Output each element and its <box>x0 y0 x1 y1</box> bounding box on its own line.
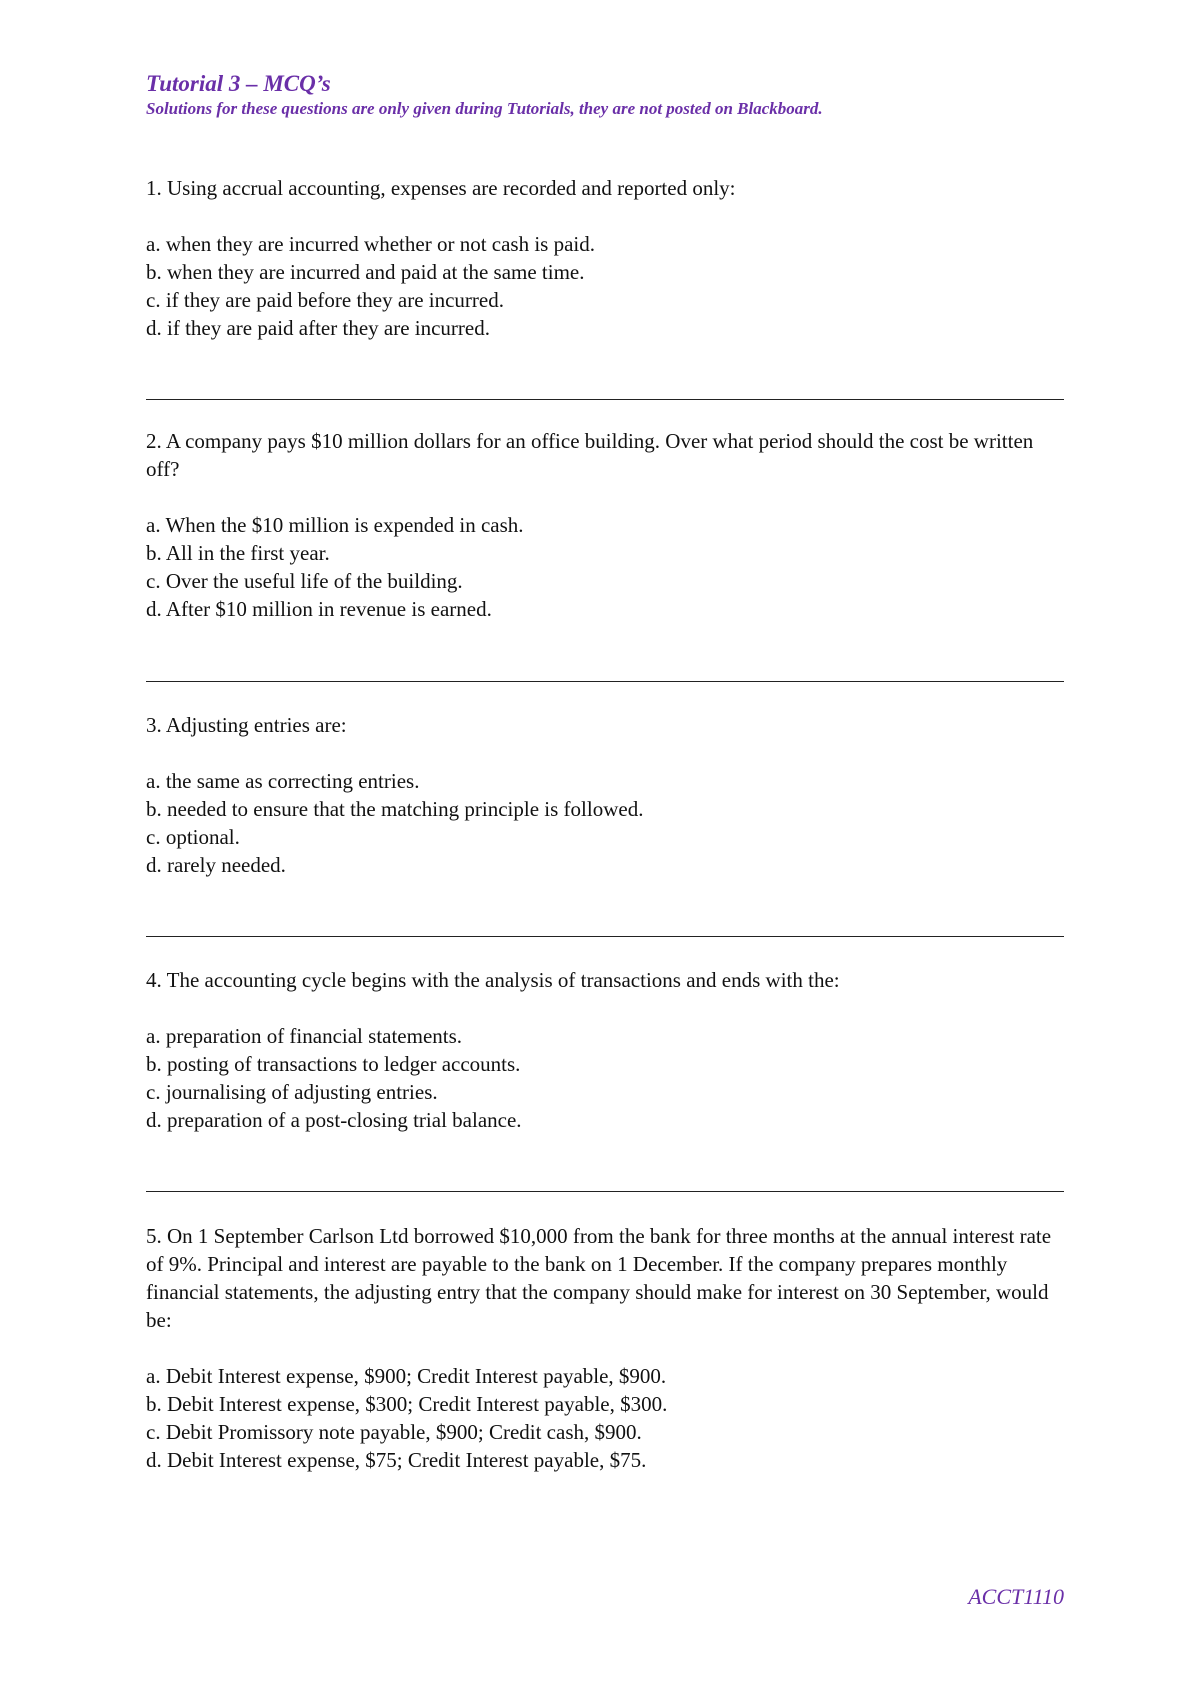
question-4 <box>146 966 1064 1134</box>
course-code-footer: ACCT1110 <box>968 1584 1064 1609</box>
page-subtitle: Solutions for these questions are only given during Tutorials, they are not posted on Blackboard. <box>146 99 823 118</box>
answer-option-c: c. Debit Promissory note payable, $900; Credit cash, $900. <box>146 1420 642 1444</box>
answer-option-b: b. Debit Interest expense, $300; Credit Interest payable, $300. <box>146 1392 668 1416</box>
question-3 <box>146 711 1064 879</box>
question-text: 5. On 1 September Carlson Ltd borrowed $10,000 from the bank for three months at the annual interest rate of 9%. Principal and interest are payable to the bank on 1 December. If the company prepares monthly financial statements, the adjusting entry that the company should make for interest on 30 September, would be: <box>146 1224 1052 1332</box>
question-text: 1. Using accrual accounting, expenses are recorded and reported only: <box>146 176 736 200</box>
answer-option-a: a. When the $10 million is expended in cash. <box>146 513 524 537</box>
answer-option-d: d. Debit Interest expense, $75; Credit Interest payable, $75. <box>146 1448 647 1472</box>
section-divider <box>146 399 1064 400</box>
answer-option-c: c. Over the useful life of the building. <box>146 569 463 593</box>
section-divider <box>146 1191 1064 1192</box>
question-5 <box>146 1222 1064 1474</box>
answer-option-b: b. when they are incurred and paid at the same time. <box>146 260 585 284</box>
answer-option-b: b. All in the first year. <box>146 541 330 565</box>
answer-option-d: d. rarely needed. <box>146 853 286 877</box>
answer-option-c: c. if they are paid before they are incurred. <box>146 288 504 312</box>
answer-option-c: c. journalising of adjusting entries. <box>146 1080 438 1104</box>
question-text: 2. A company pays $10 million dollars for an office building. Over what period should the cost be written off? <box>146 429 1034 481</box>
answer-option-b: b. posting of transactions to ledger accounts. <box>146 1052 521 1076</box>
answer-options <box>146 230 1064 342</box>
document-page <box>146 70 1064 156</box>
page-title: Tutorial 3 – MCQ’s <box>146 71 331 96</box>
section-divider <box>146 681 1064 682</box>
section-divider <box>146 936 1064 937</box>
question-text: 4. The accounting cycle begins with the analysis of transactions and ends with the: <box>146 968 840 992</box>
answer-option-b: b. needed to ensure that the matching principle is followed. <box>146 797 644 821</box>
answer-options <box>146 511 1064 623</box>
answer-option-d: d. if they are paid after they are incurred. <box>146 316 490 340</box>
answer-options <box>146 1362 1064 1474</box>
question-2 <box>146 427 1064 623</box>
answer-option-a: a. preparation of financial statements. <box>146 1024 463 1048</box>
answer-option-a: a. the same as correcting entries. <box>146 769 420 793</box>
answer-option-c: c. optional. <box>146 825 240 849</box>
answer-option-d: d. After $10 million in revenue is earned. <box>146 597 492 621</box>
answer-options <box>146 767 1064 879</box>
question-text: 3. Adjusting entries are: <box>146 713 347 737</box>
answer-options <box>146 1022 1064 1134</box>
question-1 <box>146 174 1064 342</box>
answer-option-a: a. Debit Interest expense, $900; Credit Interest payable, $900. <box>146 1364 667 1388</box>
answer-option-d: d. preparation of a post-closing trial balance. <box>146 1108 522 1132</box>
answer-option-a: a. when they are incurred whether or not cash is paid. <box>146 232 595 256</box>
